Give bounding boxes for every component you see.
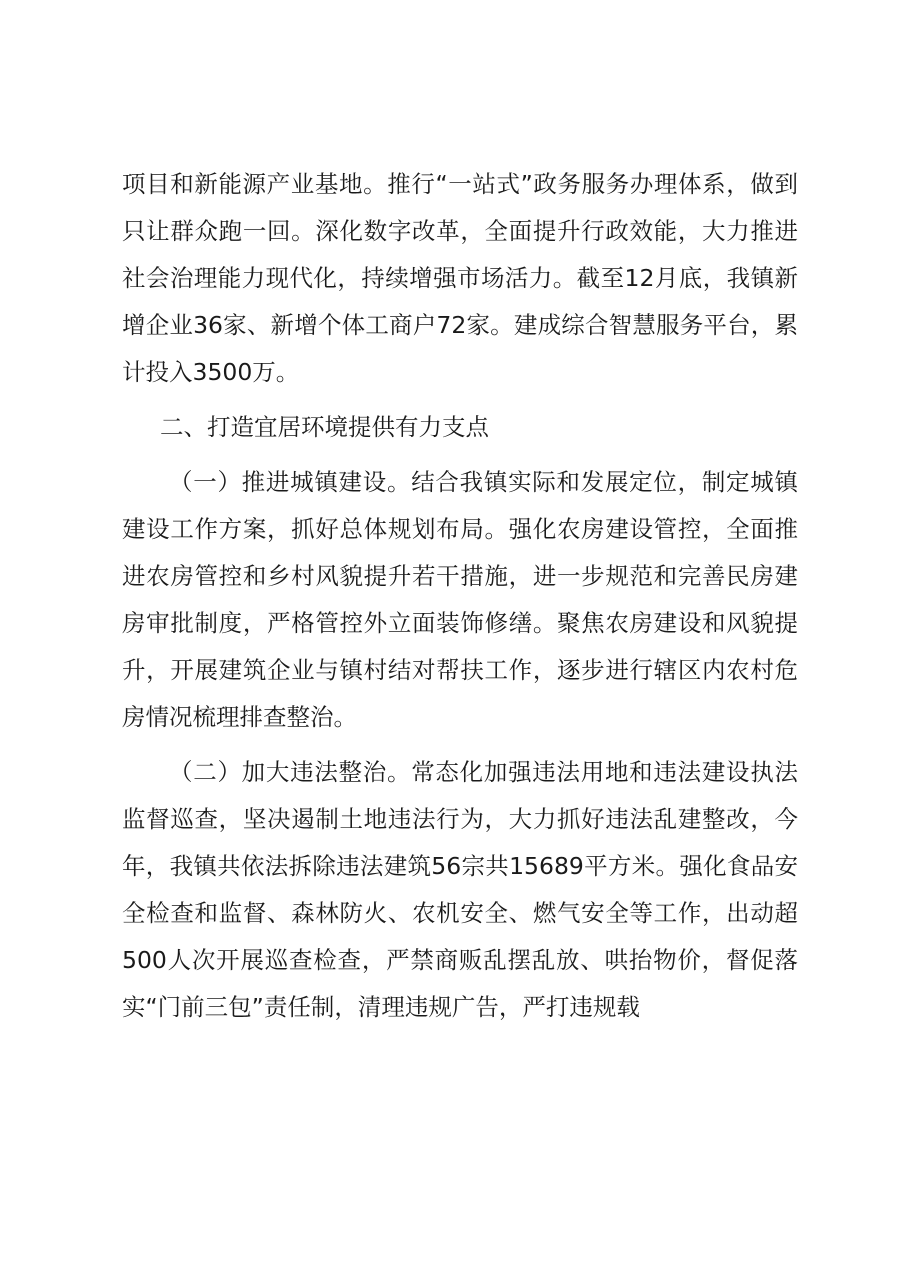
paragraph-illegal-rectification: （二）加大违法整治。常态化加强违法用地和违法建设执法监督巡查，坚决遏制土地违法行为，大力抓好违法乱建整改，今年，我镇共依法拆除违法建筑56宗共15689平方米。强化食品安全检查和监督、森林防火、农机安全、燃气安全等工作，出动超500人次开展巡查检查，严禁商贩乱摆乱放、哄抬物价，督促落实“门前三包”责任制，清理违规广告，严打违规载: [122, 758, 798, 1021]
paragraph-town-construction: （一）推进城镇建设。结合我镇实际和发展定位，制定城镇建设工作方案，抓好总体规划布局。强化农房建设管控，全面推进农房管控和乡村风貌提升若干措施，进一步规范和完善民房建房审批制度，严格管控外立面装饰修缮。聚焦农房建设和风貌提升，开展建筑企业与镇村结对帮扶工作，逐步进行辖区内农村危房情况梳理排查整治。: [122, 468, 798, 731]
paragraph-continuation: 项目和新能源产业基地。推行“一站式”政务服务办理体系，做到只让群众跑一回。深化数字改革，全面提升行政效能，大力推进社会治理能力现代化，持续增强市场活力。截至12月底，我镇新增企业36家、新增个体工商户72家。建成综合智慧服务平台，累计投入3500万。: [122, 170, 798, 386]
section-heading: 二、打造宜居环境提供有力支点: [160, 413, 489, 441]
document-body: [122, 161, 798, 1031]
